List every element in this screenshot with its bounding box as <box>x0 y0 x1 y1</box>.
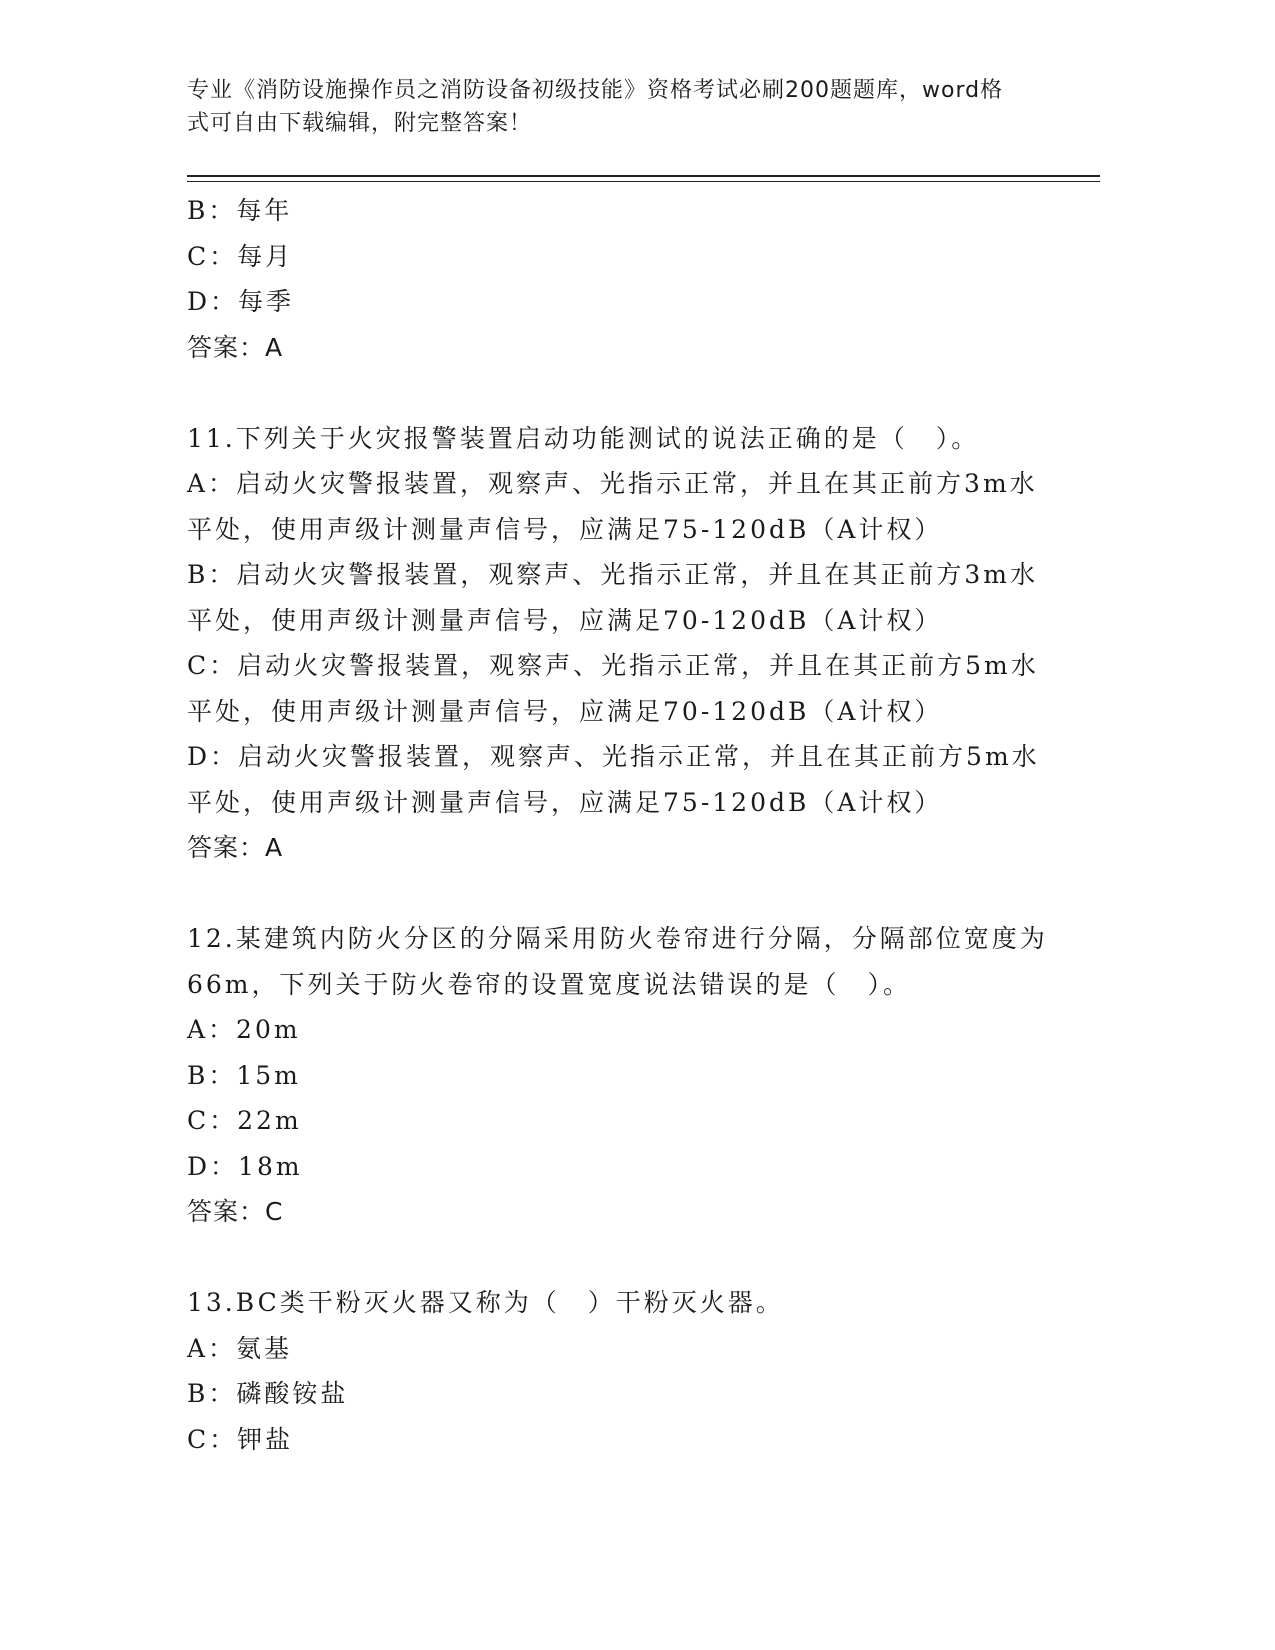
option-a-line-1: A：启动火灾警报装置，观察声、光指示正常，并且在其正前方3m水 <box>187 469 1038 498</box>
header-line-2: 式可自由下载编辑，附完整答案！ <box>187 111 533 136</box>
option-b-line-1: B：启动火灾警报装置，观察声、光指示正常，并且在其正前方3m水 <box>187 560 1038 589</box>
option-c: C：钾盐 <box>187 1424 294 1454</box>
question-stem-line-1: 12.某建筑内防火分区的分隔采用防火卷帘进行分隔，分隔部位宽度为 <box>187 924 1048 953</box>
question-stem-line-2: 66m，下列关于防火卷帘的设置宽度说法错误的是（ ）。 <box>187 969 912 999</box>
answer: 答案：A <box>187 833 284 862</box>
question-12 <box>187 916 1087 1235</box>
spacer <box>187 871 1087 917</box>
header-line-1: 专业《消防设施操作员之消防设备初级技能》资格考试必刷200题题库，word格 <box>187 78 1004 103</box>
answer: 答案：C <box>187 1197 284 1226</box>
option-d-line-2: 平处，使用声级计测量声信号，应满足75-120dB（A计权） <box>187 787 943 817</box>
document-header <box>187 74 1087 140</box>
spacer <box>187 1235 1087 1281</box>
header-divider-thick <box>187 175 1100 177</box>
option-a: A：氨基 <box>187 1333 293 1363</box>
option-c: C：22m <box>187 1106 302 1135</box>
question-stem: 13.BC类干粉灭火器又称为（ ）干粉灭火器。 <box>187 1288 784 1317</box>
answer: 答案：A <box>187 332 284 362</box>
option-c-line-2: 平处，使用声级计测量声信号，应满足70-120dB（A计权） <box>187 696 943 726</box>
spacer <box>187 370 1087 416</box>
option-a-line-2: 平处，使用声级计测量声信号，应满足75-120dB（A计权） <box>187 514 943 544</box>
option-c-line-1: C：启动火灾警报装置，观察声、光指示正常，并且在其正前方5m水 <box>187 651 1039 680</box>
question-13 <box>187 1280 1087 1462</box>
option-c: C：每月 <box>187 241 294 271</box>
option-b: B：每年 <box>187 196 293 225</box>
question-content <box>187 188 1087 1462</box>
question-stem: 11.下列关于火灾报警装置启动功能测试的说法正确的是（ ）。 <box>187 423 980 453</box>
option-b: B：15m <box>187 1060 301 1090</box>
option-d: D：18m <box>187 1151 303 1181</box>
prev-question <box>187 188 1087 370</box>
option-b: B：磷酸铵盐 <box>187 1379 349 1408</box>
question-11 <box>187 416 1087 871</box>
header-divider-thin <box>187 181 1100 182</box>
option-d: D：每季 <box>187 287 295 316</box>
option-b-line-2: 平处，使用声级计测量声信号，应满足70-120dB（A计权） <box>187 605 943 635</box>
option-a: A：20m <box>187 1015 301 1044</box>
option-d-line-1: D：启动火灾警报装置，观察声、光指示正常，并且在其正前方5m水 <box>187 742 1040 771</box>
